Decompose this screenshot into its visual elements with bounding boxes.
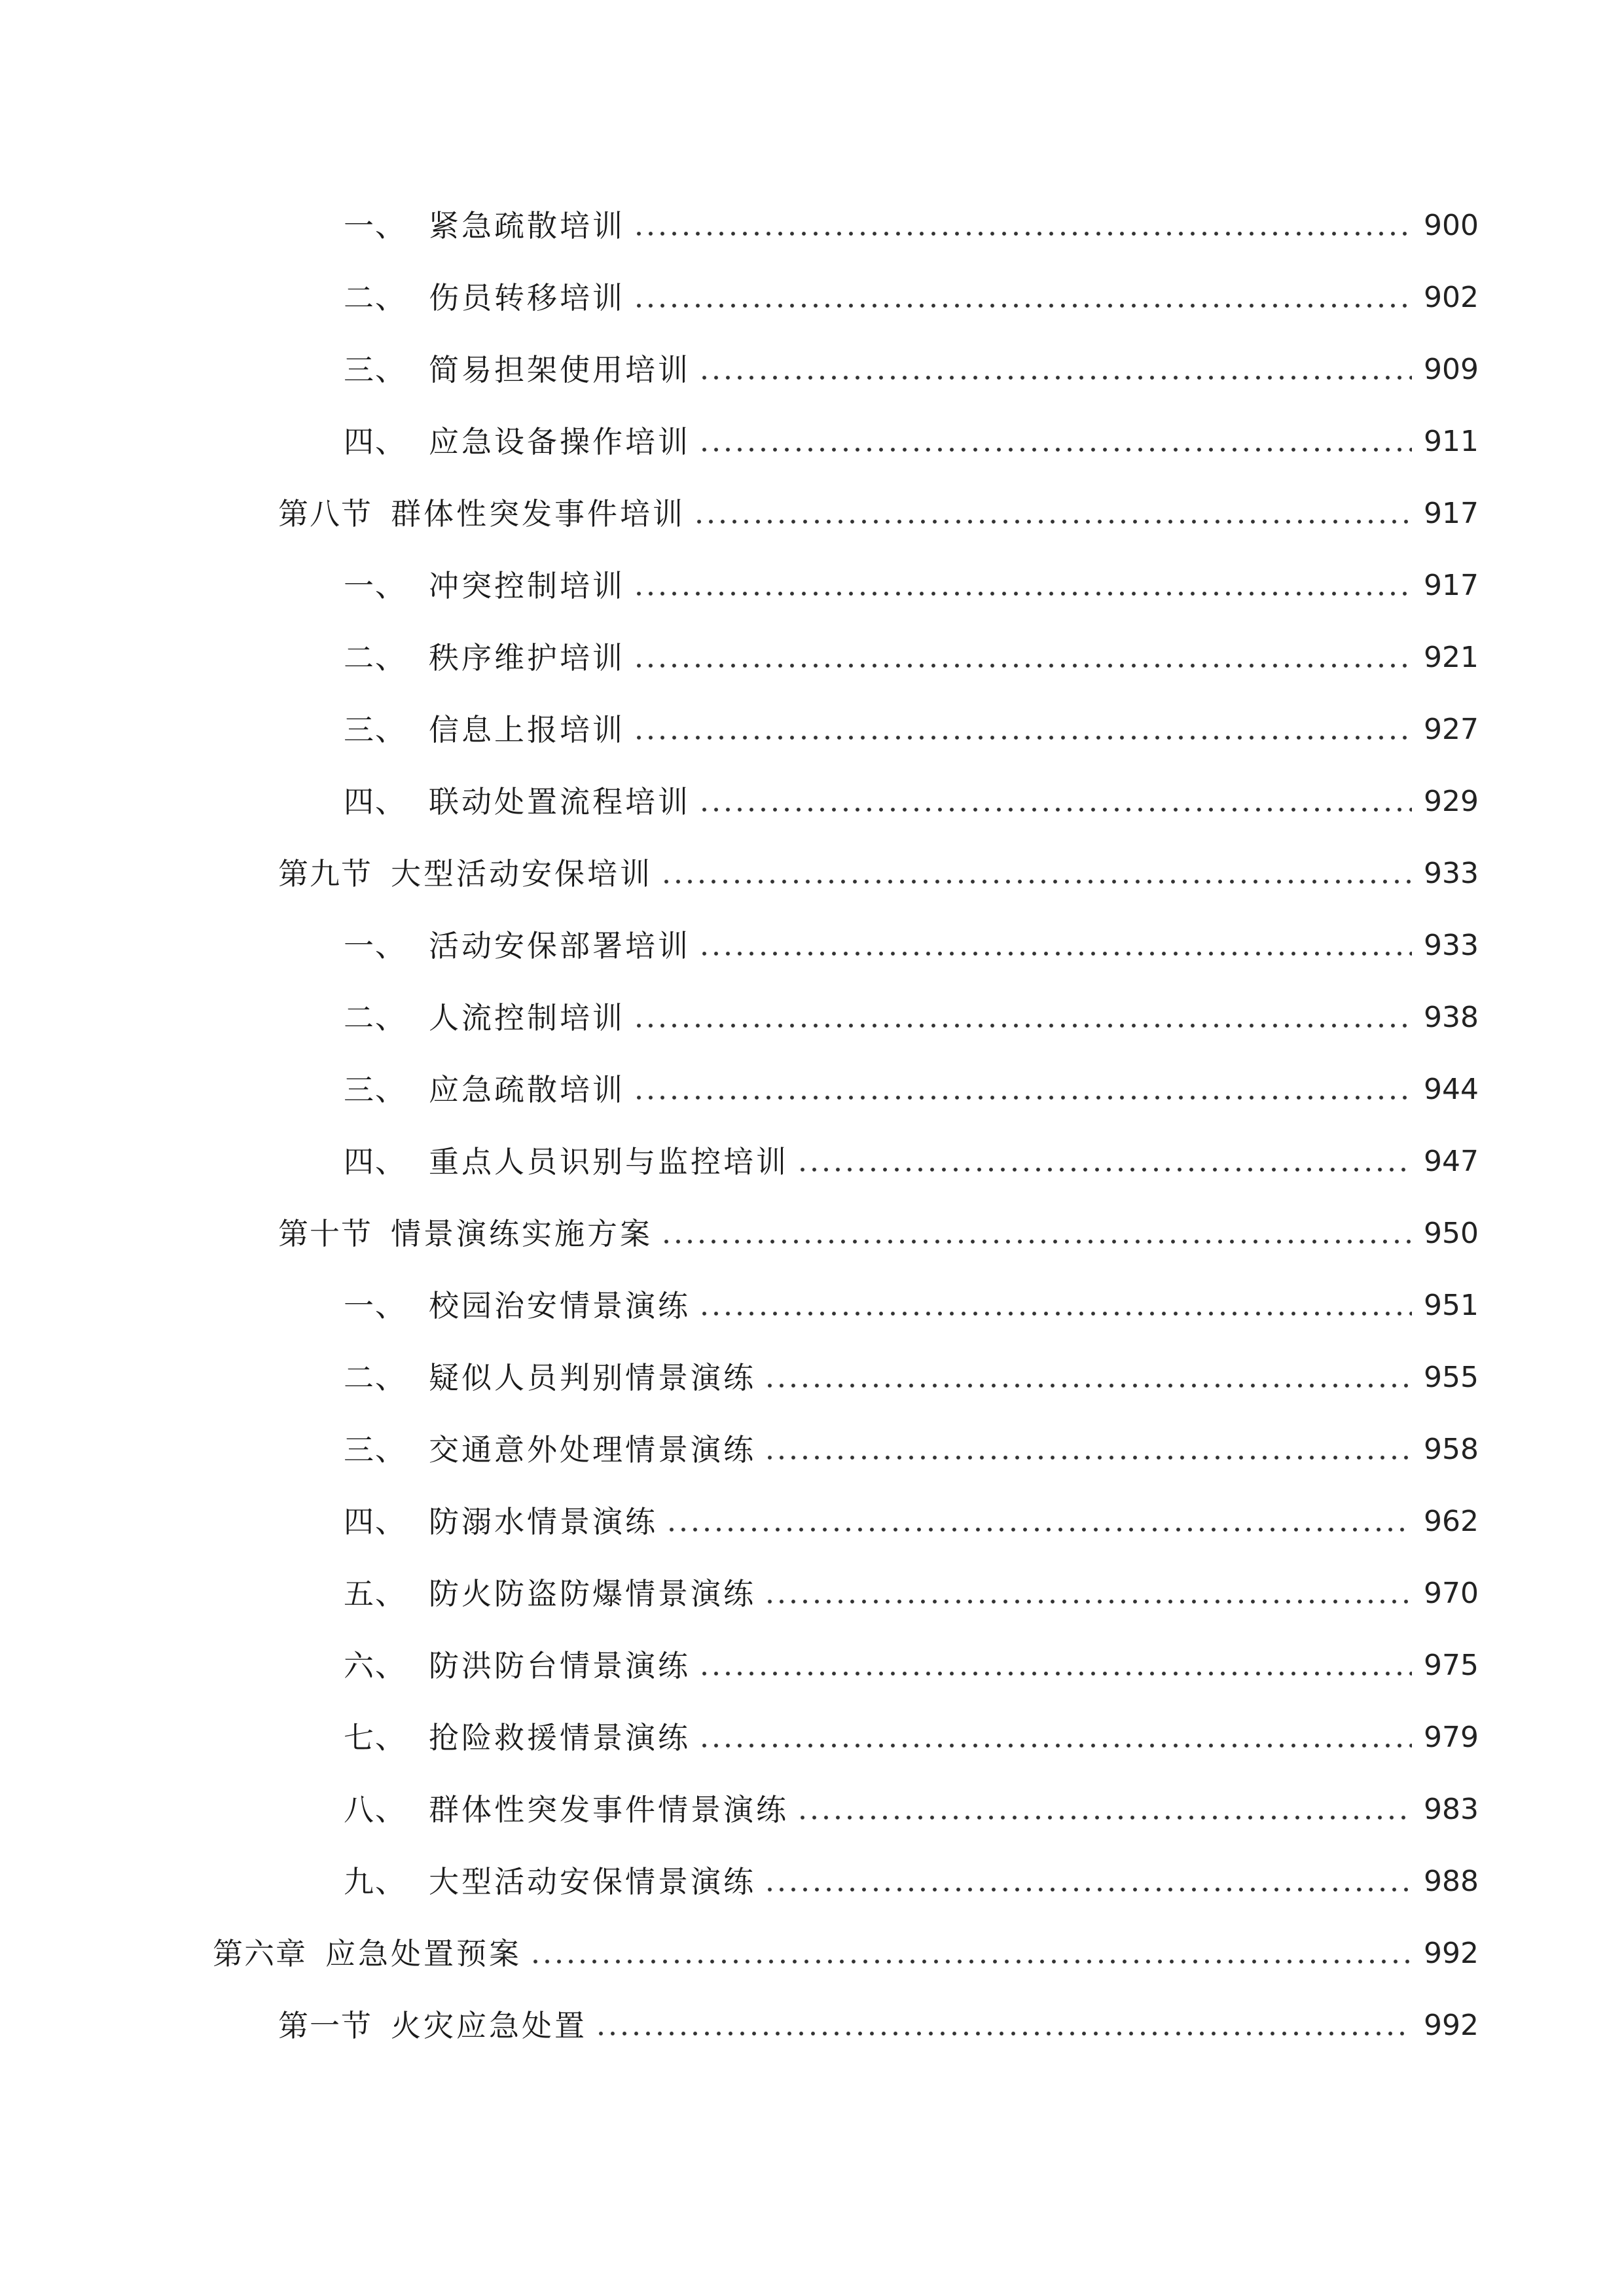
toc-entry-title: 联动处置流程培训: [429, 784, 691, 819]
toc-entry-number: 四、: [344, 1144, 406, 1179]
toc-entry-title: 秩序维护培训: [429, 640, 625, 675]
toc-entry-title: 火灾应急处置: [391, 2008, 587, 2043]
dot-leader: [698, 374, 1412, 381]
toc-entry-page: 927: [1424, 713, 1479, 746]
dot-leader: [633, 1094, 1412, 1101]
toc-entry-number: 一、: [344, 1288, 406, 1323]
dot-leader: [764, 1454, 1412, 1461]
toc-entry-title: 校园治安情景演练: [429, 1288, 691, 1323]
toc-entry-number: 九、: [344, 1864, 406, 1899]
toc-entry-number: 三、: [344, 1432, 406, 1467]
dot-leader: [633, 590, 1412, 597]
dot-leader: [633, 662, 1412, 669]
dot-leader: [764, 1598, 1412, 1605]
toc-entry-number: 五、: [344, 1576, 406, 1611]
toc-entry[interactable]: [0, 1270, 1624, 1342]
toc-entry[interactable]: [0, 406, 1624, 478]
toc-entry-number: 八、: [344, 1792, 406, 1827]
toc-entry-title: 大型活动安保培训: [391, 856, 653, 891]
toc-entry-title: 应急设备操作培训: [429, 424, 691, 459]
dot-leader: [530, 1958, 1412, 1965]
toc-entry-number: 二、: [344, 280, 406, 315]
toc-entry[interactable]: [0, 334, 1624, 406]
toc-entry-number: 第六章: [213, 1936, 307, 1971]
toc-entry[interactable]: [0, 1630, 1624, 1702]
toc-entry-page: 970: [1424, 1577, 1479, 1610]
dot-leader: [764, 1886, 1412, 1893]
toc-entry[interactable]: [0, 910, 1624, 982]
toc-entry-title: 应急处置预案: [325, 1936, 522, 1971]
dot-leader: [797, 1814, 1412, 1821]
toc-entry-title: 群体性突发事件培训: [391, 496, 685, 531]
toc-entry-number: 六、: [344, 1648, 406, 1683]
toc-entry-page: 938: [1424, 1001, 1479, 1034]
toc-entry-title: 疑似人员判别情景演练: [429, 1360, 756, 1395]
toc-entry-title: 紧急疏散培训: [429, 208, 625, 243]
toc-section-entry[interactable]: [0, 478, 1624, 550]
toc-entry-page: 962: [1424, 1505, 1479, 1538]
toc-entry-page: 917: [1424, 569, 1479, 602]
dot-leader: [660, 1238, 1412, 1245]
toc-entry[interactable]: [0, 1126, 1624, 1198]
toc-entry-title: 活动安保部署培训: [429, 928, 691, 963]
dot-leader: [698, 1742, 1412, 1749]
toc-section-entry[interactable]: [0, 1990, 1624, 2062]
toc-entry-page: 950: [1424, 1217, 1479, 1250]
dot-leader: [764, 1382, 1412, 1389]
toc-entry-page: 955: [1424, 1361, 1479, 1394]
toc-entry-page: 958: [1424, 1433, 1479, 1466]
dot-leader: [698, 806, 1412, 813]
toc-entry-title: 防溺水情景演练: [429, 1504, 658, 1539]
toc-entry[interactable]: [0, 550, 1624, 622]
toc-entry-title: 简易担架使用培训: [429, 352, 691, 387]
toc-entry[interactable]: [0, 622, 1624, 694]
toc-entry-page: 988: [1424, 1865, 1479, 1898]
dot-leader: [698, 1310, 1412, 1317]
toc-entry-title: 交通意外处理情景演练: [429, 1432, 756, 1467]
table-of-contents: [0, 190, 1624, 2062]
dot-leader: [698, 950, 1412, 957]
toc-section-entry[interactable]: [0, 1198, 1624, 1270]
toc-entry[interactable]: [0, 1702, 1624, 1774]
toc-entry-number: 七、: [344, 1720, 406, 1755]
toc-entry-page: 983: [1424, 1793, 1479, 1826]
toc-entry[interactable]: [0, 766, 1624, 838]
toc-entry-number: 二、: [344, 1360, 406, 1395]
dot-leader: [693, 518, 1412, 525]
toc-entry-page: 929: [1424, 785, 1479, 818]
toc-entry-page: 933: [1424, 857, 1479, 890]
dot-leader: [698, 446, 1412, 453]
toc-entry-page: 933: [1424, 929, 1479, 962]
toc-section-entry[interactable]: [0, 838, 1624, 910]
toc-entry-title: 防火防盗防爆情景演练: [429, 1576, 756, 1611]
toc-entry-number: 第一节: [278, 2008, 372, 2043]
toc-entry-number: 三、: [344, 352, 406, 387]
toc-entry-number: 二、: [344, 1000, 406, 1035]
toc-entry-title: 群体性突发事件情景演练: [429, 1792, 789, 1827]
toc-entry-number: 四、: [344, 424, 406, 459]
toc-entry-number: 四、: [344, 1504, 406, 1539]
toc-entry-title: 情景演练实施方案: [391, 1216, 653, 1251]
dot-leader: [633, 734, 1412, 741]
toc-entry-page: 947: [1424, 1145, 1479, 1178]
toc-entry-page: 979: [1424, 1721, 1479, 1754]
toc-entry-page: 900: [1424, 209, 1479, 242]
toc-entry-title: 应急疏散培训: [429, 1072, 625, 1107]
dot-leader: [595, 2030, 1412, 2037]
dot-leader: [633, 1022, 1412, 1029]
toc-entry-title: 人流控制培训: [429, 1000, 625, 1035]
toc-entry-number: 第十节: [278, 1216, 372, 1251]
toc-entry[interactable]: [0, 1414, 1624, 1486]
toc-entry-number: 三、: [344, 712, 406, 747]
toc-entry-number: 一、: [344, 208, 406, 243]
toc-entry-page: 911: [1424, 425, 1479, 458]
toc-entry-page: 909: [1424, 353, 1479, 386]
toc-entry-number: 三、: [344, 1072, 406, 1107]
dot-leader: [797, 1166, 1412, 1173]
toc-entry-number: 一、: [344, 568, 406, 603]
toc-entry-title: 重点人员识别与监控培训: [429, 1144, 789, 1179]
toc-entry[interactable]: [0, 1558, 1624, 1630]
toc-entry[interactable]: [0, 982, 1624, 1054]
toc-entry[interactable]: [0, 1342, 1624, 1414]
toc-entry-title: 抢险救援情景演练: [429, 1720, 691, 1755]
toc-entry-page: 992: [1424, 1937, 1479, 1970]
toc-entry[interactable]: [0, 1846, 1624, 1918]
toc-entry[interactable]: [0, 262, 1624, 334]
dot-leader: [633, 302, 1412, 309]
toc-entry-page: 944: [1424, 1073, 1479, 1106]
dot-leader: [660, 878, 1412, 885]
toc-entry-number: 二、: [344, 640, 406, 675]
toc-entry[interactable]: [0, 1054, 1624, 1126]
dot-leader: [633, 230, 1412, 237]
toc-entry-title: 冲突控制培训: [429, 568, 625, 603]
dot-leader: [666, 1526, 1412, 1533]
toc-entry-page: 975: [1424, 1649, 1479, 1682]
toc-entry-page: 921: [1424, 641, 1479, 674]
toc-entry[interactable]: [0, 1774, 1624, 1846]
toc-entry-page: 992: [1424, 2009, 1479, 2042]
toc-chapter-entry[interactable]: [0, 1918, 1624, 1990]
toc-entry-number: 四、: [344, 784, 406, 819]
toc-entry-number: 第八节: [278, 496, 372, 531]
toc-entry-page: 902: [1424, 281, 1479, 314]
toc-entry-page: 951: [1424, 1289, 1479, 1322]
toc-entry-page: 917: [1424, 497, 1479, 530]
dot-leader: [698, 1670, 1412, 1677]
toc-entry[interactable]: [0, 694, 1624, 766]
toc-entry-number: 一、: [344, 928, 406, 963]
toc-entry[interactable]: [0, 190, 1624, 262]
toc-entry-title: 大型活动安保情景演练: [429, 1864, 756, 1899]
toc-entry-number: 第九节: [278, 856, 372, 891]
toc-entry[interactable]: [0, 1486, 1624, 1558]
toc-entry-title: 伤员转移培训: [429, 280, 625, 315]
toc-entry-title: 信息上报培训: [429, 712, 625, 747]
toc-entry-title: 防洪防台情景演练: [429, 1648, 691, 1683]
